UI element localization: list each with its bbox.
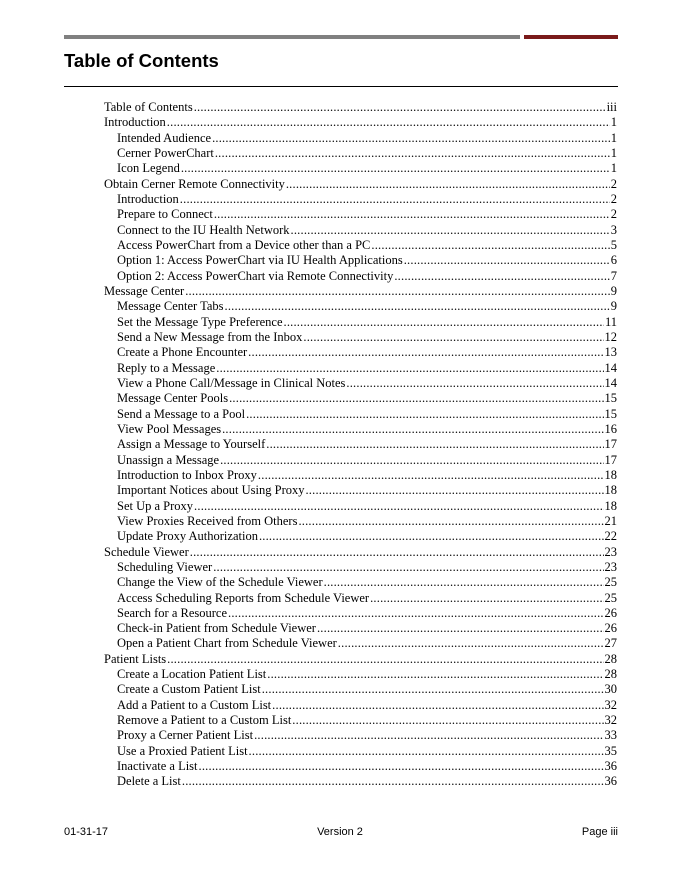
footer-date: 01-31-17	[64, 826, 109, 838]
toc-entry-title: Set the Message Type Preference	[117, 314, 283, 329]
toc-entry-title: Use a Proxied Patient List	[117, 743, 248, 758]
toc-entry[interactable]	[104, 284, 617, 299]
toc-entry-title: Change the View of the Schedule Viewer	[117, 575, 323, 590]
toc-entry-page: 26	[604, 605, 617, 620]
toc-leader-dots	[194, 499, 603, 514]
toc-entry-page: 25	[604, 590, 617, 605]
toc-entry-page: 9	[610, 299, 617, 314]
toc-leader-dots	[229, 391, 603, 406]
toc-entry-page: 35	[604, 743, 617, 758]
toc-entry[interactable]	[104, 315, 617, 330]
toc-entry-title: Update Proxy Authorization	[117, 529, 258, 544]
toc-entry[interactable]	[104, 131, 617, 146]
toc-leader-dots	[199, 759, 604, 774]
toc-entry[interactable]	[104, 514, 617, 529]
toc-leader-dots	[272, 698, 603, 713]
toc-entry[interactable]	[104, 100, 617, 115]
toc-entry-title: Introduction	[104, 115, 166, 130]
toc-entry-title: Obtain Cerner Remote Connectivity	[104, 176, 285, 191]
toc-entry-page: 15	[604, 406, 617, 421]
header-rule-accent	[524, 35, 618, 39]
toc-entry-title: Message Center Pools	[117, 391, 229, 406]
toc-entry-title: Delete a List	[117, 774, 181, 789]
toc-leader-dots	[404, 253, 610, 268]
toc-entry[interactable]	[104, 698, 617, 713]
toc-entry-page: 18	[604, 467, 617, 482]
toc-entry-title: View a Phone Call/Message in Clinical Notes	[117, 375, 346, 390]
toc-entry-title: Introduction to Inbox Proxy	[117, 467, 257, 482]
toc-entry-title: Assign a Message to Yourself	[117, 437, 266, 452]
toc-entry[interactable]	[104, 483, 617, 498]
toc-entry[interactable]	[104, 422, 617, 437]
toc-entry[interactable]	[104, 376, 617, 391]
toc-leader-dots	[284, 315, 604, 330]
toc-entry-page: 16	[604, 421, 617, 436]
toc-entry-title: Prepare to Connect	[117, 207, 213, 222]
toc-entry[interactable]	[104, 744, 617, 759]
toc-leader-dots	[213, 560, 603, 575]
toc-entry[interactable]	[104, 713, 617, 728]
toc-entry[interactable]	[104, 238, 617, 253]
toc-leader-dots	[317, 621, 604, 636]
toc-entry-title: Scheduling Viewer	[117, 559, 213, 574]
toc-entry[interactable]	[104, 621, 617, 636]
toc-entry[interactable]	[104, 468, 617, 483]
toc-leader-dots	[292, 713, 603, 728]
toc-entry-page: 6	[610, 253, 617, 268]
toc-leader-dots	[167, 652, 603, 667]
toc-entry-page: 15	[604, 391, 617, 406]
toc-leader-dots	[214, 207, 610, 222]
toc-entry-title: Send a Message to a Pool	[117, 406, 246, 421]
toc-entry[interactable]	[104, 774, 617, 789]
toc-leader-dots	[185, 284, 610, 299]
toc-leader-dots	[305, 483, 603, 498]
toc-leader-dots	[371, 238, 609, 253]
toc-entry-page: 1	[610, 145, 617, 160]
toc-entry-page: 36	[604, 759, 617, 774]
toc-leader-dots	[394, 269, 609, 284]
toc-entry-title: Connect to the IU Health Network	[117, 222, 290, 237]
toc-entry-page: 22	[604, 529, 617, 544]
header-rule-gray	[64, 35, 520, 39]
toc-entry-page: 5	[610, 237, 617, 252]
toc-entry-title: Message Center Tabs	[117, 299, 224, 314]
toc-entry-page: 28	[604, 667, 617, 682]
toc-entry-title: Create a Custom Patient List	[117, 682, 261, 697]
toc-leader-dots	[370, 591, 603, 606]
toc-entry-page: 14	[604, 375, 617, 390]
toc-entry-page: 25	[604, 575, 617, 590]
toc-leader-dots	[215, 146, 610, 161]
footer-page-number: Page iii	[581, 826, 618, 838]
toc-entry-page: 1	[610, 115, 617, 130]
toc-entry-title: Unassign a Message	[117, 452, 220, 467]
toc-entry-page: 32	[604, 713, 617, 728]
toc-entry-title: View Pool Messages	[117, 421, 222, 436]
toc-entry[interactable]	[104, 299, 617, 314]
toc-leader-dots	[220, 453, 603, 468]
toc-leader-dots	[259, 529, 604, 544]
toc-entry[interactable]	[104, 437, 617, 452]
table-of-contents	[104, 100, 617, 790]
toc-entry-title: Message Center	[104, 283, 185, 298]
toc-entry[interactable]	[104, 453, 617, 468]
toc-entry[interactable]	[104, 146, 617, 161]
toc-entry-title: Table of Contents	[104, 100, 193, 114]
toc-leader-dots	[182, 774, 604, 789]
toc-entry-page: 23	[604, 559, 617, 574]
toc-entry[interactable]	[104, 115, 617, 130]
toc-entry-page: 2	[610, 176, 617, 191]
toc-leader-dots	[258, 468, 604, 483]
toc-entry-title: Send a New Message from the Inbox	[117, 329, 303, 344]
toc-entry-title: Cerner PowerChart	[117, 145, 214, 160]
toc-entry[interactable]	[104, 591, 617, 606]
title-divider	[64, 86, 618, 87]
toc-entry-title: Check-in Patient from Schedule Viewer	[117, 621, 316, 636]
toc-entry-title: Proxy a Cerner Patient List	[117, 728, 254, 743]
toc-entry-page: 28	[604, 651, 617, 666]
toc-entry-title: View Proxies Received from Others	[117, 513, 298, 528]
toc-entry-title: Create a Location Patient List	[117, 667, 267, 682]
toc-entry-page: 27	[604, 636, 617, 651]
toc-entry-page: 12	[604, 329, 617, 344]
toc-entry-title: Access Scheduling Reports from Schedule Viewer	[117, 590, 370, 605]
toc-entry-page: 18	[604, 498, 617, 513]
page-title: Table of Contents	[64, 50, 219, 71]
toc-entry-page: 1	[610, 161, 617, 176]
toc-entry-page: 13	[604, 345, 617, 360]
toc-entry-page: 14	[604, 360, 617, 375]
toc-leader-dots	[222, 422, 603, 437]
toc-leader-dots	[338, 636, 604, 651]
toc-entry[interactable]	[104, 161, 617, 176]
toc-leader-dots	[246, 407, 603, 422]
toc-leader-dots	[324, 575, 604, 590]
toc-leader-dots	[262, 682, 604, 697]
toc-entry-page: 17	[604, 437, 617, 452]
toc-leader-dots	[190, 545, 604, 560]
toc-entry[interactable]	[104, 652, 617, 667]
toc-entry-page: 30	[604, 682, 617, 697]
toc-entry[interactable]	[104, 407, 617, 422]
toc-entry[interactable]	[104, 207, 617, 222]
toc-entry-title: Create a Phone Encounter	[117, 345, 248, 360]
toc-entry-page: 9	[610, 283, 617, 298]
toc-entry-title: Important Notices about Using Proxy	[117, 483, 305, 498]
toc-entry-page: 18	[604, 483, 617, 498]
toc-entry-title: Reply to a Message	[117, 360, 216, 375]
toc-entry-page: iii	[606, 100, 617, 114]
toc-entry-title: Option 1: Access PowerChart via IU Health Applications	[117, 253, 403, 268]
toc-entry[interactable]	[104, 269, 617, 284]
toc-entry[interactable]	[104, 636, 617, 651]
toc-entry[interactable]	[104, 499, 617, 514]
toc-entry-page: 23	[604, 544, 617, 559]
toc-entry-page: 1	[610, 130, 617, 145]
footer-version: Version 2	[317, 826, 363, 838]
toc-leader-dots	[248, 345, 603, 360]
toc-entry-page: 3	[610, 222, 617, 237]
toc-entry-page: 21	[604, 513, 617, 528]
toc-entry-title: Inactivate a List	[117, 759, 198, 774]
toc-leader-dots	[167, 115, 610, 130]
toc-entry[interactable]	[104, 345, 617, 360]
toc-entry[interactable]	[104, 529, 617, 544]
toc-leader-dots	[267, 667, 603, 682]
toc-entry-page: 33	[604, 728, 617, 743]
toc-entry[interactable]	[104, 606, 617, 621]
toc-leader-dots	[212, 131, 610, 146]
toc-entry[interactable]	[104, 682, 617, 697]
toc-entry[interactable]	[104, 361, 617, 376]
toc-entry-page: 36	[604, 774, 617, 789]
toc-entry-title: Remove a Patient to a Custom List	[117, 713, 292, 728]
toc-leader-dots	[180, 192, 610, 207]
toc-entry-page: 17	[604, 452, 617, 467]
toc-leader-dots	[346, 376, 603, 391]
toc-leader-dots	[291, 223, 610, 238]
toc-entry-title: Add a Patient to a Custom List	[117, 697, 272, 712]
toc-entry-page: 7	[610, 268, 617, 283]
toc-leader-dots	[216, 361, 603, 376]
toc-leader-dots	[303, 330, 603, 345]
toc-entry[interactable]	[104, 177, 617, 192]
toc-entry-page: 32	[604, 697, 617, 712]
toc-entry-title: Icon Legend	[117, 161, 180, 176]
toc-entry-title: Intended Audience	[117, 130, 212, 145]
toc-entry-title: Search for a Resource	[117, 605, 228, 620]
toc-leader-dots	[225, 299, 610, 314]
toc-entry-page: 26	[604, 621, 617, 636]
toc-leader-dots	[266, 437, 603, 452]
toc-entry[interactable]	[104, 391, 617, 406]
toc-leader-dots	[298, 514, 603, 529]
toc-entry-title: Set Up a Proxy	[117, 498, 194, 513]
toc-entry-title: Open a Patient Chart from Schedule Viewer	[117, 636, 337, 651]
toc-entry[interactable]	[104, 223, 617, 238]
toc-entry-title: Patient Lists	[104, 651, 167, 666]
toc-entry[interactable]	[104, 575, 617, 590]
toc-entry[interactable]	[104, 728, 617, 743]
toc-entry-page: 11	[604, 314, 617, 329]
toc-entry-title: Schedule Viewer	[104, 544, 189, 559]
toc-entry-title: Option 2: Access PowerChart via Remote Connectivity	[117, 268, 394, 283]
toc-leader-dots	[228, 606, 603, 621]
toc-entry[interactable]	[104, 759, 617, 774]
toc-entry-page: 2	[610, 191, 617, 206]
toc-leader-dots	[254, 728, 603, 743]
toc-entry[interactable]	[104, 330, 617, 345]
toc-entry-page: 2	[610, 207, 617, 222]
toc-entry[interactable]	[104, 545, 617, 560]
toc-entry[interactable]	[104, 253, 617, 268]
toc-leader-dots	[194, 100, 606, 115]
toc-entry-title: Access PowerChart from a Device other than a PC	[117, 237, 371, 252]
toc-entry[interactable]	[104, 667, 617, 682]
toc-leader-dots	[249, 744, 604, 759]
toc-leader-dots	[286, 177, 610, 192]
toc-entry[interactable]	[104, 192, 617, 207]
toc-entry-title: Introduction	[117, 191, 179, 206]
toc-entry[interactable]	[104, 560, 617, 575]
toc-leader-dots	[181, 161, 610, 176]
